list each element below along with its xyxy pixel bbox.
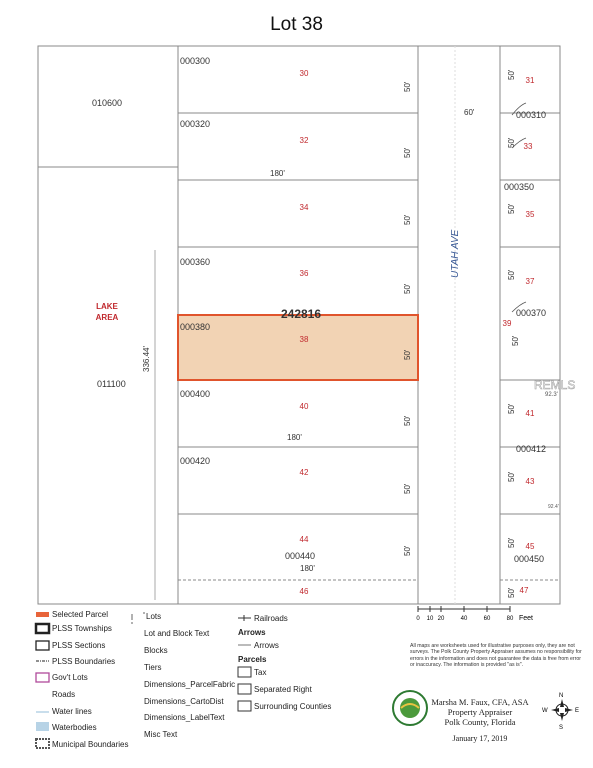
right-lot-parcel: 000370 <box>516 308 547 318</box>
lot-depth: 180' <box>300 564 315 573</box>
legend-plss-sections: PLSS Sections <box>52 641 106 650</box>
right-lot-number: 41 <box>525 409 535 418</box>
scale-tick: 20 <box>437 616 445 622</box>
parcel-id-left-bottom: 011100 <box>97 379 126 389</box>
separated-right-swatch <box>238 684 251 694</box>
legend-municipal-boundaries: Municipal Boundaries <box>52 740 129 749</box>
plss-townships-swatch <box>36 624 49 633</box>
legend-misc-text: Misc Text <box>144 730 178 739</box>
lot-frontage: 50' <box>403 81 412 92</box>
appraiser-block <box>420 697 540 727</box>
right-lot-number: 47 <box>519 586 529 595</box>
right-block-labels <box>503 69 559 598</box>
right-lot-frontage: 50' <box>507 203 516 214</box>
street-width: 60' <box>464 108 475 117</box>
right-dimension: 92.3' <box>545 392 558 398</box>
selected-parcel-highlight <box>178 315 418 380</box>
scale-bar <box>416 606 533 622</box>
legend-water-lines: Water lines <box>52 707 92 716</box>
right-lot-frontage: 50' <box>507 471 516 482</box>
govlots-swatch <box>36 673 49 682</box>
lot-number-selected: 38 <box>299 335 309 344</box>
right-lot-number: 45 <box>525 542 535 551</box>
right-lot-number: 43 <box>525 477 535 486</box>
legend-dim-labeltext: Dimensions_LabelText <box>144 713 225 722</box>
compass-rose <box>542 693 579 731</box>
right-lot-parcel: 000310 <box>516 110 547 120</box>
right-lot-number: 37 <box>525 277 535 286</box>
lot-parcel: 000320 <box>180 119 211 129</box>
legend-plss-townships: PLSS Townships <box>52 624 112 633</box>
legend-parcels-heading: Parcels <box>238 655 267 664</box>
legend-arrows-heading: Arrows <box>238 628 266 637</box>
legend-railroads: Railroads <box>254 614 288 623</box>
right-dimension: 92.4' <box>548 504 559 510</box>
compass-s: S <box>559 725 564 731</box>
street-name: UTAH AVE <box>450 229 461 278</box>
compass-w: W <box>542 708 548 714</box>
lot-number: 44 <box>299 535 309 544</box>
right-lot-number: 31 <box>525 76 535 85</box>
legend-arrows: Arrows <box>254 641 279 650</box>
appraiser-county: Polk County, Florida <box>444 717 516 727</box>
legend-tiers: Tiers <box>144 663 162 672</box>
scale-unit: Feet <box>519 615 534 622</box>
legend-tax: Tax <box>254 668 267 677</box>
legend-lots: Lots <box>146 612 162 621</box>
legend-selected-parcel: Selected Parcel <box>52 610 109 619</box>
surrounding-counties-swatch <box>238 701 251 711</box>
lake-label-line1: LAKE <box>96 302 118 311</box>
lot-number: 42 <box>299 468 309 477</box>
right-lot-parcel: 000450 <box>514 554 545 564</box>
right-lot-number: 33 <box>523 142 533 151</box>
lot-frontage: 50' <box>403 483 412 494</box>
lot-parcel: 000420 <box>180 456 211 466</box>
legend-lot-block-text: Lot and Block Text <box>144 629 210 638</box>
disclaimer-text: All maps are worksheets used for illustrative purposes only, they are not surveys. The Polk County Property Appraiser assumes no responsibility for errors in the information and does not guarantee the data is free from error or inaccuracy. The information is provided "as is". <box>410 643 582 669</box>
right-lot-parcel: 000412 <box>516 444 547 454</box>
lot-number: 32 <box>299 136 309 145</box>
legend-roads: Roads <box>52 690 76 699</box>
legend-surrounding-counties: Surrounding Counties <box>254 702 332 711</box>
lot-parcel-selected: 000380 <box>180 322 211 332</box>
map-title: Lot 38 <box>270 14 323 35</box>
right-lot-frontage: 50' <box>507 537 516 548</box>
right-lot-number: 35 <box>525 210 535 219</box>
legend-separated-right: Separated Right <box>254 685 312 694</box>
lot-depth: 180' <box>270 169 285 178</box>
lot-frontage: 50' <box>403 545 412 556</box>
compass-n: N <box>559 693 564 699</box>
map-date: January 17, 2019 <box>452 734 508 743</box>
appraiser-title: Property Appraiser <box>447 707 513 717</box>
legend-plss-boundaries: PLSS Boundaries <box>52 657 116 666</box>
block-label: 242816 <box>280 307 322 321</box>
scale-tick: 0 <box>416 616 420 622</box>
lot-number: 46 <box>299 587 309 596</box>
legend-waterbodies: Waterbodies <box>52 723 97 732</box>
legend-blocks: Blocks <box>144 646 168 655</box>
legend-govlots: Gov't Lots <box>52 673 88 682</box>
lot-parcel: 000360 <box>180 257 211 267</box>
selected-parcel-swatch <box>36 612 49 617</box>
lot-frontage: 50' <box>403 415 412 426</box>
lot-number: 34 <box>299 203 309 212</box>
municipal-boundaries-swatch <box>36 739 49 748</box>
waterbodies-swatch <box>36 722 49 731</box>
lot-parcel: 000300 <box>180 56 211 66</box>
tax-swatch <box>238 667 251 677</box>
right-lot-parcel: 000350 <box>504 182 535 192</box>
right-lot-frontage: 50' <box>507 269 516 280</box>
lot-frontage: 50' <box>403 283 412 294</box>
lot-frontage: 50' <box>403 214 412 225</box>
lake-label-line2: AREA <box>95 313 119 322</box>
scale-tick: 60 <box>483 616 491 622</box>
lot-frontage: 50' <box>403 349 412 360</box>
right-lot-frontage: 50' <box>511 335 520 346</box>
scale-tick: 40 <box>460 616 468 622</box>
right-lot-frontage: 50' <box>507 403 516 414</box>
scale-tick: 80 <box>506 616 514 622</box>
lot-number: 30 <box>299 69 309 78</box>
lot-number: 40 <box>299 402 309 411</box>
compass-e: E <box>575 708 580 714</box>
lot-parcel: 000440 <box>285 551 316 561</box>
lot-parcel: 000400 <box>180 389 211 399</box>
lot-frontage: 50' <box>403 147 412 158</box>
lots-swatch <box>132 612 144 624</box>
scale-tick: 10 <box>426 616 434 622</box>
lot-depth: 180' <box>287 433 302 442</box>
right-lot-frontage: 50' <box>507 587 516 598</box>
parcel-id-left-top: 010600 <box>92 98 123 108</box>
appraiser-name: Marsha M. Faux, CFA, ASA <box>431 697 529 707</box>
legend-dim-cartodist: Dimensions_CartoDist <box>144 697 224 706</box>
plss-sections-swatch <box>36 641 49 650</box>
depth-dimension: 336.44' <box>142 346 151 372</box>
right-lot-frontage: 50' <box>507 69 516 80</box>
legend-dim-parcelfabric: Dimensions_ParcelFabric <box>144 680 236 689</box>
watermark: REMLS <box>534 378 576 392</box>
lot-number: 36 <box>299 269 309 278</box>
right-lot-frontage: 50' <box>507 137 516 148</box>
right-lot-number: 39 <box>502 319 512 328</box>
